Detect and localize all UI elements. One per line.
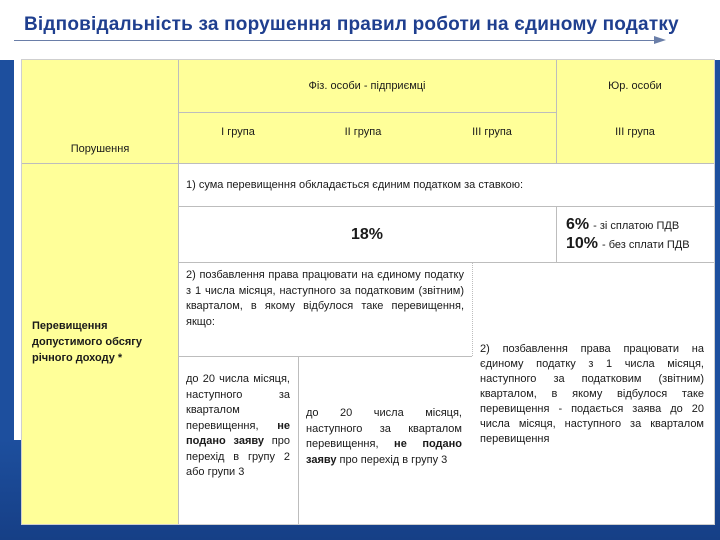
header-legal-entities: Юр. особи [608, 79, 662, 92]
header-group-1: I група [221, 126, 255, 138]
condition-group-1-2-text-b: про перехід в групу 2 або групи 3 [186, 435, 290, 478]
condition-group-1-2-text-a: до 20 числа місяця, наступного за кварталом перевищення, [186, 373, 290, 432]
condition-group-1-2-bold: не подано заяву [186, 419, 290, 447]
rate-legal-novat-desc: - без сплати ПДВ [602, 239, 690, 251]
condition-group-3 [306, 406, 462, 468]
grid-line [178, 356, 472, 357]
grid-line [556, 206, 557, 262]
grid-line [472, 262, 473, 356]
header-individual-entrepreneurs: Фіз. особи - підприємці [308, 79, 426, 92]
grid-line [178, 262, 714, 263]
header-group-3: III група [472, 126, 512, 138]
condition-group-3-text-a: до 20 числа місяця, наступного за кварталом перевищення, [306, 407, 462, 450]
rate-legal-vat-desc: - зі сплатою ПДВ [593, 220, 680, 232]
grid-line [178, 60, 179, 524]
condition-group-3-bold: не подано заяву [306, 438, 463, 466]
row2-individual-text: 2) позбавлення права працювати на єдиному податку з 1 числа місяця, наступного за податковим (звітним) кварталом, в якому відбулося таке перевищення, якщо: [186, 269, 464, 328]
grid-line [298, 356, 299, 524]
rate-legal-vat-value: 6% [566, 216, 590, 233]
header-violation: Порушення [70, 143, 130, 155]
grid-line [556, 60, 557, 163]
grid-line [178, 112, 556, 113]
rate-legal-novat-value: 10% [566, 235, 599, 252]
header-legal-group-3: III група [615, 126, 655, 138]
grid-line [178, 206, 714, 207]
row1-text: 1) сума перевищення обкладається єдиним податком за ставкою: [186, 179, 524, 191]
rate-individual-value: 18% [350, 225, 384, 243]
row2-legal-text: 2) позбавлення права працювати на єдиному податку з 1 числа місяця, наступного за податковим (звітним) кварталом, в якому відбулося таке перевищення - подається заява до 20 числа місяця, наступного за кварталом перевищення [480, 343, 704, 445]
header-group-2: II група [344, 126, 382, 138]
rate-individual [178, 206, 556, 262]
penalty-table [22, 60, 714, 524]
grid-line [22, 163, 714, 164]
violation-name: Перевищення допустимого обсягу річного доходу * [32, 320, 142, 364]
title-underline-arrow [14, 40, 654, 41]
condition-group-1-2 [186, 372, 290, 481]
slide-title: Відповідальність за порушення правил роботи на єдиному податку [24, 14, 679, 35]
rate-legal [566, 216, 712, 254]
condition-group-3-text-b: про перехід в групу 3 [339, 453, 448, 466]
